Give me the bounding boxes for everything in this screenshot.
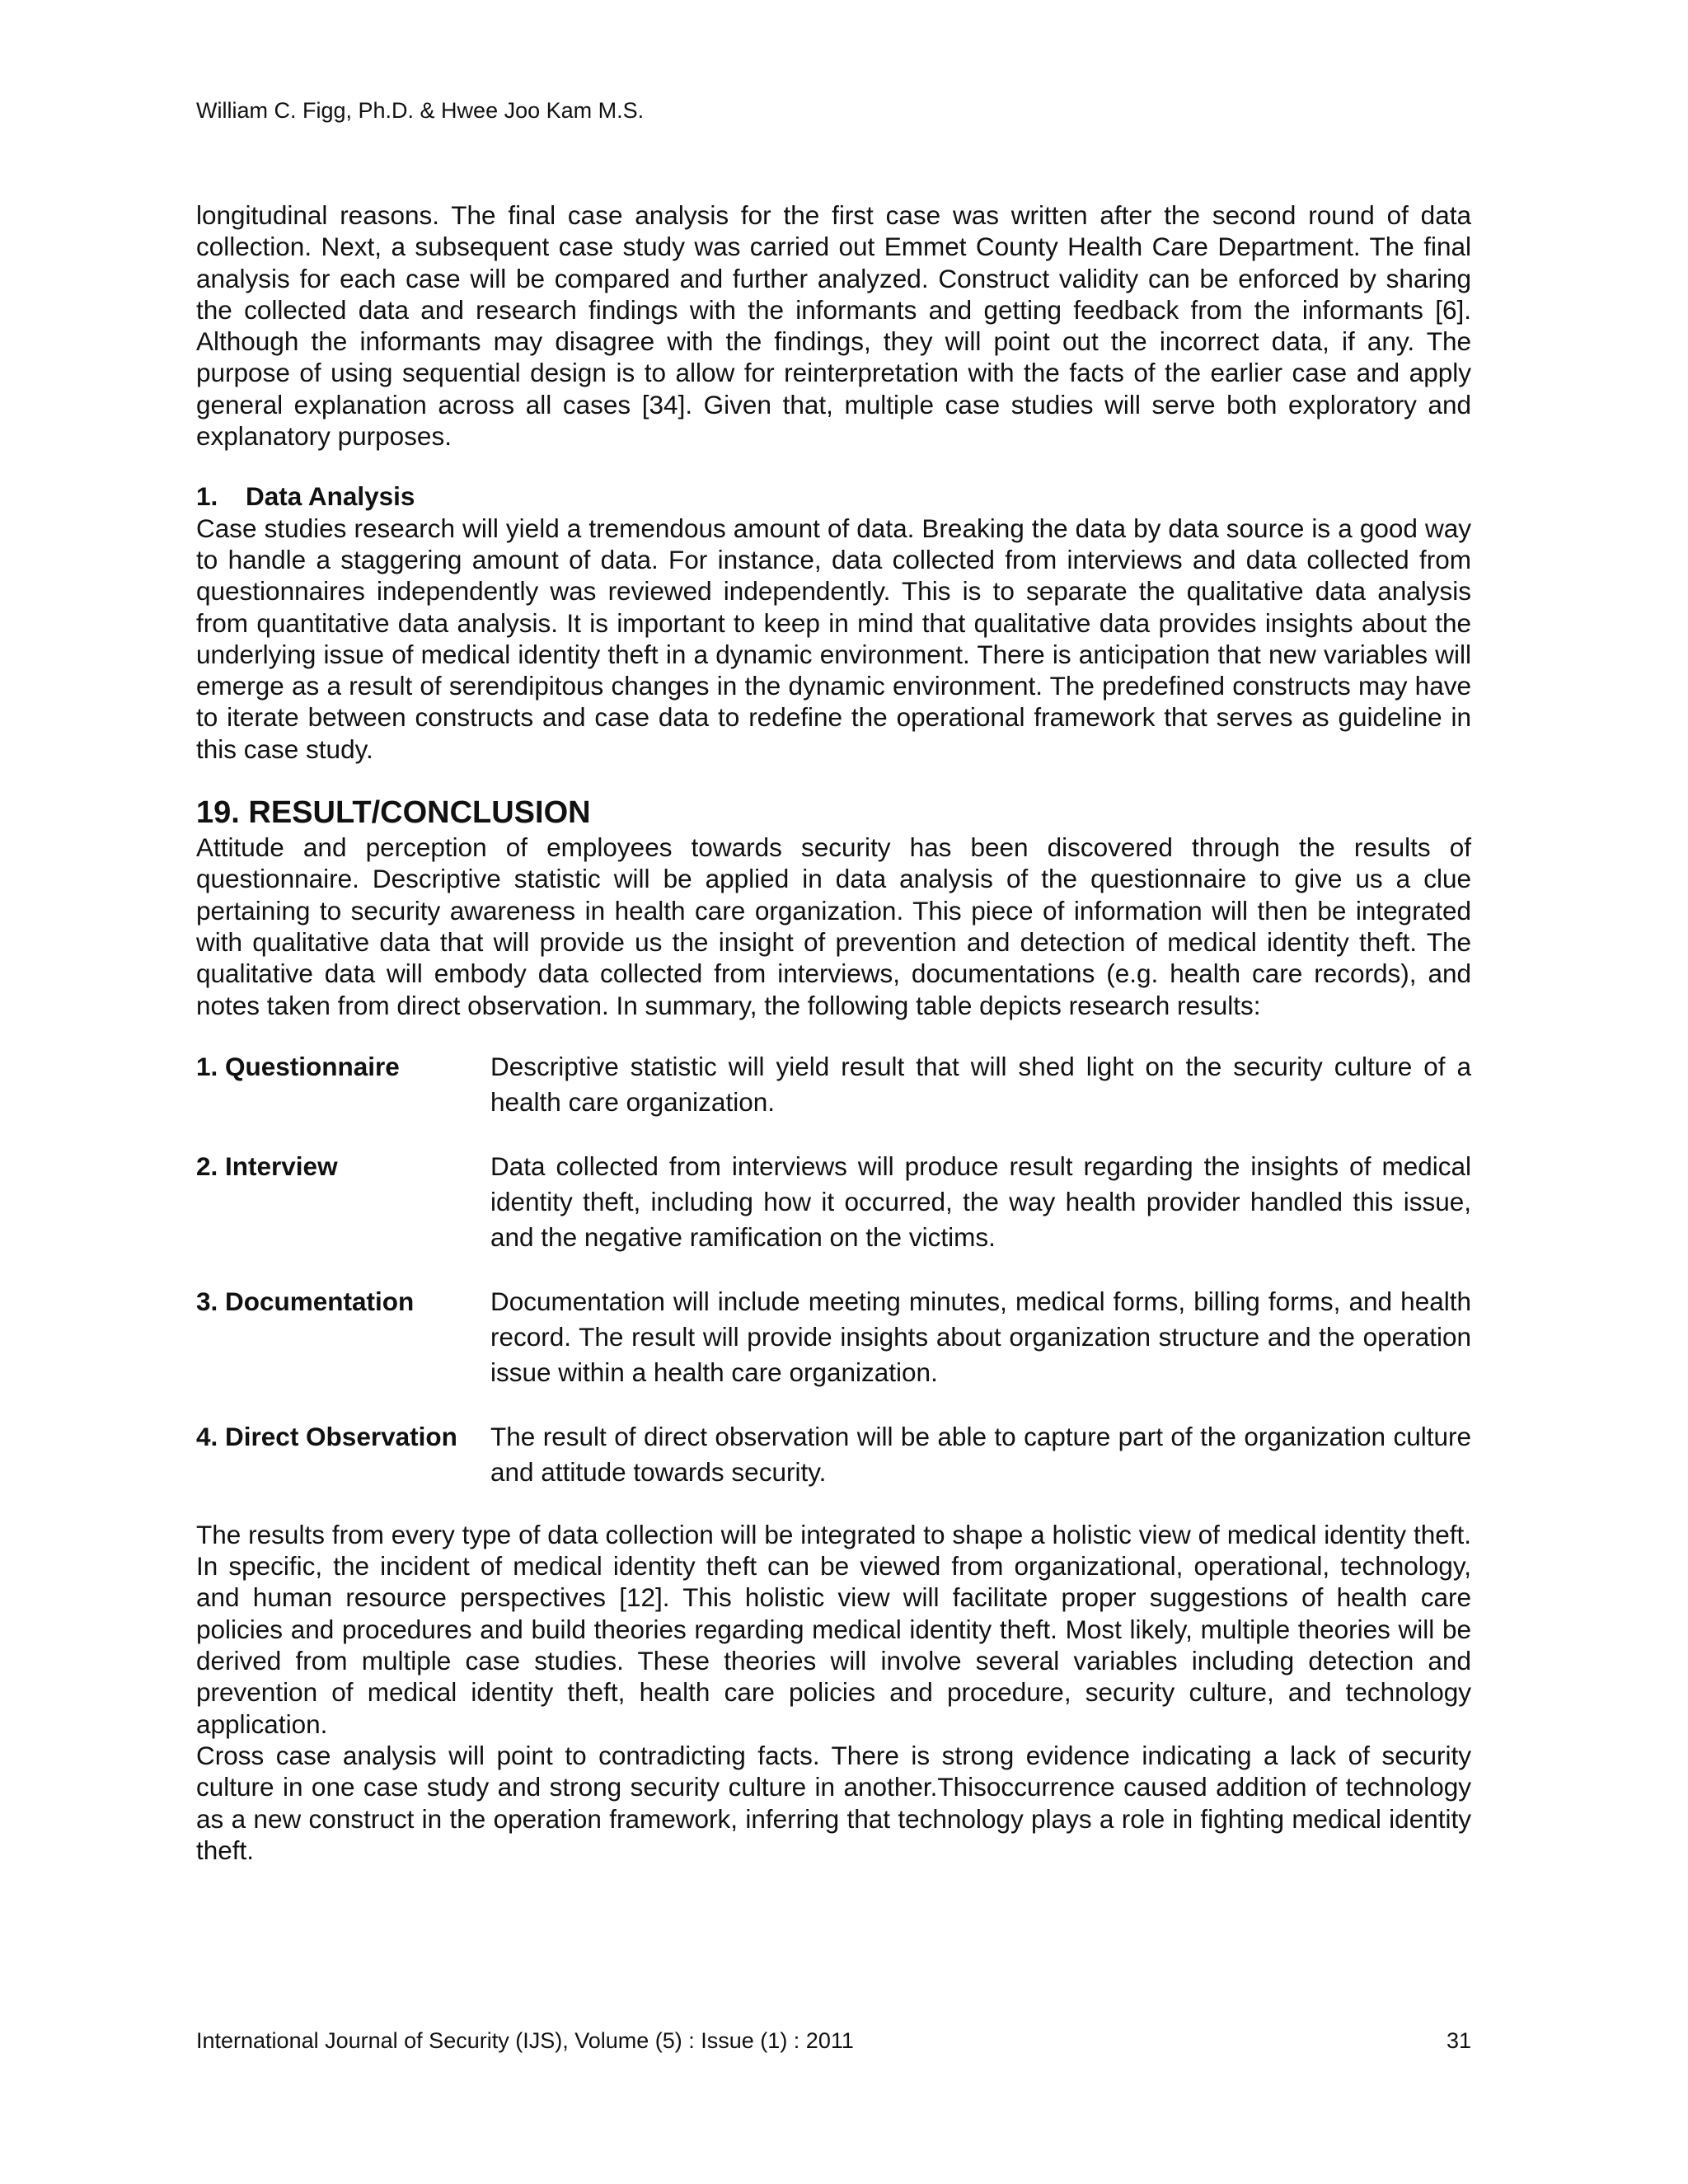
result-intro-paragraph: Attitude and perception of employees towards security has been discovered through the results of questionnaire. Descriptive statistic will be applied in data analysis of the questionnaire to give us a clue pertaining to security awareness in health care organization. This piece of information will then be integrated with qualitative data that will provide us the insight of prevention and detection of medical identity theft. The qualitative data will embody data collected from interviews, documentations (e.g. health care records), and notes taken from direct observation. In summary, the following table depicts research results: [196,832,1471,1020]
page-footer [196,2027,1471,2054]
data-analysis-number: 1. [196,481,218,512]
results-table [196,1049,1471,1490]
journal-citation: International Journal of Security (IJS), Volume (5) : Issue (1) : 2011 [196,2028,854,2053]
data-analysis-heading [196,480,1471,512]
result-label: 2. Interview [196,1151,338,1181]
result-description: Documentation will include meeting minutes, medical forms, billing forms, and health record. The result will provide insights about organization structure and the operation issue within a health care organization. [490,1286,1471,1387]
result-description: Data collected from interviews will produce result regarding the insights of medical identity theft, including how it occurred, the way health provider handled this issue, and the negative ramification on the victims. [490,1151,1471,1252]
result-description: The result of direct observation will be able to capture part of the organization culture and attitude towards security. [490,1421,1471,1487]
result-row-documentation [196,1284,1471,1390]
page-number: 31 [1446,2028,1471,2053]
result-row-questionnaire [196,1049,1471,1120]
result-label: 1. Questionnaire [196,1051,400,1081]
result-row-interview [196,1149,1471,1255]
intro-paragraph: longitudinal reasons. The final case analysis for the first case was written after the second round of data collection. Next, a subsequent case study was carried out Emmet County Health Care Department. The final analysis for each case will be compared and further analyzed. Construct validity can be enforced by sharing the collected data and research findings with the informants and getting feedback from the informants [6]. Although the informants may disagree with the findings, they will point out the incorrect data, if any. The purpose of using sequential design is to allow for reinterpretation with the facts of the earlier case and apply general explanation across all cases [34]. Given that, multiple case studies will serve both exploratory and explanatory purposes. [196,200,1471,452]
page [196,0,1471,2184]
result-label: 3. Documentation [196,1286,415,1316]
result-label: 4. Direct Observation [196,1421,457,1451]
data-analysis-title: Data Analysis [246,481,415,512]
data-analysis-paragraph: Case studies research will yield a tremendous amount of data. Breaking the data by data source is a good way to handle a staggering amount of data. For instance, data collected from interviews and data collected from questionnaires independently was reviewed independently. This is to separate the qualitative data analysis from quantitative data analysis. It is important to keep in mind that qualitative data provides insights about the underlying issue of medical identity theft in a dynamic environment. There is anticipation that new variables will emerge as a result of serendipitous changes in the dynamic environment. The predefined constructs may have to iterate between constructs and case data to redefine the operational framework that serves as guideline in this case study. [196,513,1471,764]
cross-case-paragraph: Cross case analysis will point to contradicting facts. There is strong evidence indicating a lack of security culture in one case study and strong security culture in another.Thisoccurrence caused addition of technology as a new construct in the operation framework, inferring that technology plays a role in fighting medical identity theft. [196,1740,1471,1865]
result-description: Descriptive statistic will yield result that will shed light on the security culture of a health care organization. [490,1051,1471,1117]
holistic-view-paragraph: The results from every type of data collection will be integrated to shape a holistic view of medical identity theft. In specific, the incident of medical identity theft can be viewed from organizational, operational, technology, and human resource perspectives [12]. This holistic view will facilitate proper suggestions of health care policies and procedures and build theories regarding medical identity theft. Most likely, multiple theories will be derived from multiple case studies. These theories will involve several variables including detection and prevention of medical identity theft, health care policies and procedure, security culture, and technology application. [196,1519,1471,1739]
result-conclusion-heading: 19. RESULT/CONCLUSION [196,795,591,831]
article-body [196,199,1471,1866]
running-head: William C. Figg, Ph.D. & Hwee Joo Kam M.S. [196,98,645,123]
result-row-direct-observation [196,1419,1471,1490]
